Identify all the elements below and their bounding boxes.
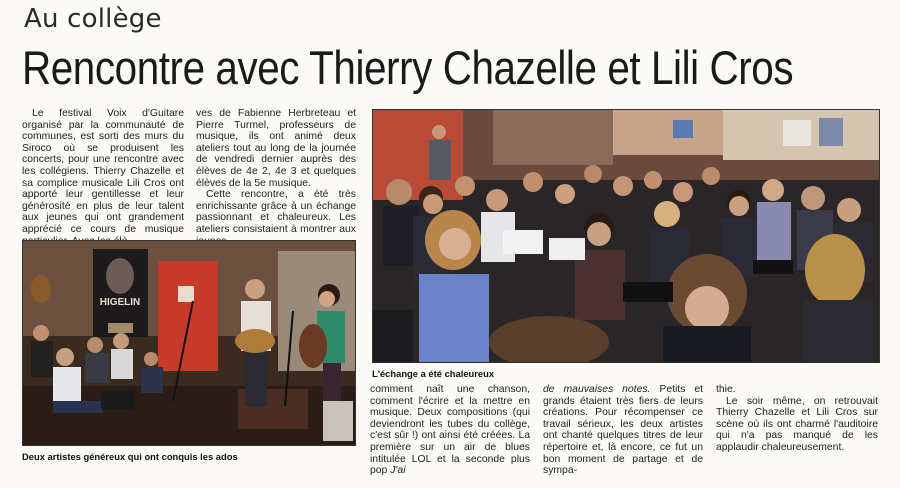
song-title-start: J'ai <box>390 465 406 477</box>
paragraph-pride-text: Petits et grands étaient très fiers de leurs créations. Pour récompenser ce travail sérieux, les deux artistes ont chanté quelques titres de leur répertoire et, là encore, ce fut un bon moment de partage et de sympa- <box>543 384 703 477</box>
article-column-4 <box>543 384 703 477</box>
photo-classroom-graphic <box>373 110 879 362</box>
song-title-end: de mauvaises notes. <box>543 384 651 395</box>
paragraph-sympathy-end: thie. <box>716 384 736 395</box>
article-column-5 <box>716 384 878 454</box>
photo-artists-graphic <box>23 241 355 445</box>
headline: Rencontre avec Thierry Chazelle et Lili Cros <box>22 41 794 94</box>
article-column-2 <box>196 108 356 247</box>
article-column-3 <box>370 384 530 477</box>
caption-photo-artists: Deux artistes généreux qui ont conquis les ados <box>22 451 238 462</box>
photo-classroom <box>372 109 880 363</box>
poster-text: HIGELIN <box>99 297 141 308</box>
paragraph-evening-concert: Le soir même, on retrouvait Thierry Chazelle et Lili Cros sur scène où ils ont charmé l'auditoire qui n'a pas manqué de les applaudir chaleureusement. <box>716 395 878 453</box>
photo-artists <box>22 240 356 446</box>
caption-photo-classroom: L'échange a été chaleureux <box>372 368 495 379</box>
paragraph-composition-text: comment naît une chanson, comment l'écrire et la mettre en musique. Deux compositions (qui deviendront les tubes du collège, c'est sûr !) ont ainsi été créées. La première sur un air de blues intitulée LOL et la seconde plus pop <box>370 384 530 477</box>
paragraph-intro: Le festival Voix d'Guitare organisé par la communauté de communes, est sorti des murs du Siroco où se produisent les concerts, pour une rencontre avec les collégiens. Thierry Chazelle et sa complice musicale Lili Cros ont apporté leur gentillesse et leur générosité en plus de leur talent aux jeunes qui ont grandement apprécié ce cours de musique <box>22 108 184 235</box>
article-column-1 <box>22 108 184 247</box>
paragraph-workshops: ves de Fabienne Herbreteau et Pierre Turmel, professeurs de musique, ils ont animé deux ateliers tout au long de la journée de vendredi dernier auprès des élèves de 4e 2, 4e 3 et quelques élèves de la 5e musique. <box>196 108 356 189</box>
paragraph-exchange: Cette rencontre, a été très enrichissante grâce à un échange passionnant et chaleureux. Les ateliers consistaient à montrer aux <box>196 189 356 235</box>
paragraph-pride <box>543 384 703 477</box>
section-kicker: Au collège <box>24 4 162 34</box>
paragraph-composition <box>370 384 530 477</box>
